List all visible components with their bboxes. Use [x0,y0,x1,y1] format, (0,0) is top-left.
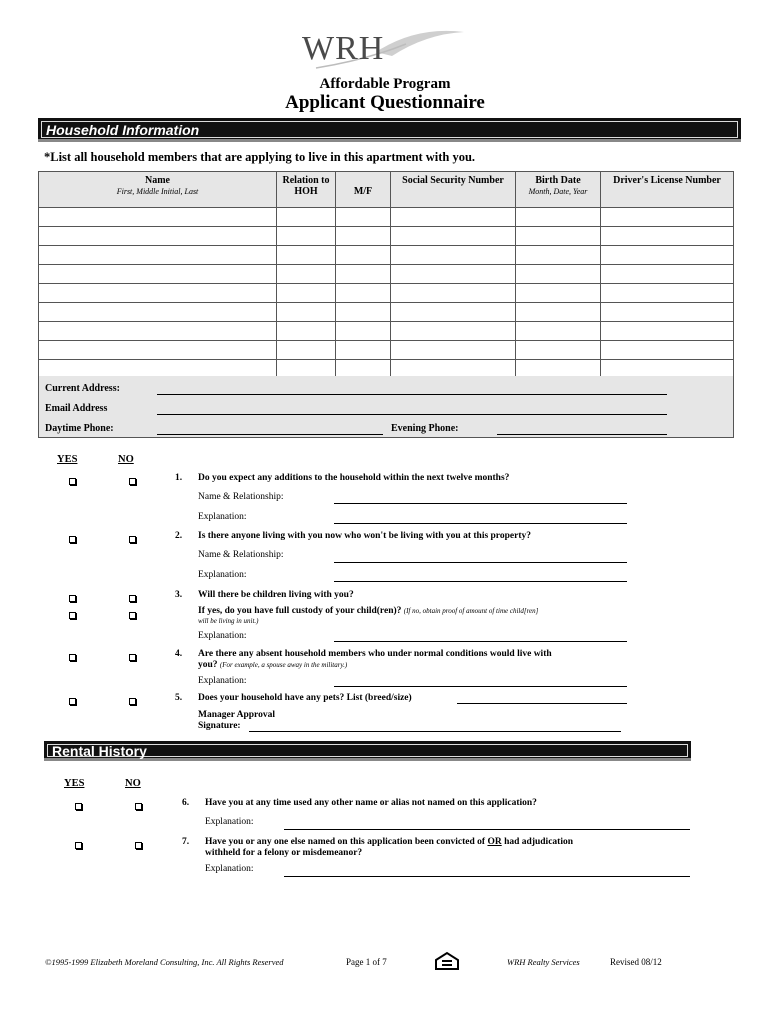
rental-section-header [44,741,691,761]
table-cell-input[interactable] [391,208,516,227]
table-cell-input[interactable] [336,284,391,303]
q4-no-checkbox[interactable] [129,654,136,661]
table-cell-input[interactable] [336,208,391,227]
table-cell-input[interactable] [601,303,734,322]
table-row [39,341,734,360]
logo-text: WRH [302,30,385,67]
q3-explanation-field[interactable] [334,641,627,642]
revision-date: Revised 08/12 [610,957,662,967]
copyright-text: ©1995-1999 Elizabeth Moreland Consulting, Inc. All Rights Reserved [45,957,284,967]
yes-column-header: YES [57,454,78,465]
column-header-mf: M/F [336,172,391,208]
program-title: Affordable Program [319,76,451,92]
table-cell-input[interactable] [601,208,734,227]
q7-text: Have you or any one else named on this application been convicted of OR had adjudication [205,837,573,847]
q7-number: 7. [182,837,190,847]
table-cell-input[interactable] [277,341,336,360]
table-cell-input[interactable] [277,227,336,246]
q3-number: 3. [175,590,183,600]
q2-number: 2. [175,531,183,541]
table-row [39,246,734,265]
table-row [39,208,734,227]
table-cell-input[interactable] [336,227,391,246]
q4-yes-checkbox[interactable] [69,654,76,661]
table-cell-input[interactable] [516,341,601,360]
q2-text: Is there anyone living with you now who won't be living with you at this property? [198,531,531,541]
table-cell-input[interactable] [277,265,336,284]
wrh-logo [296,30,466,72]
table-cell-input[interactable] [39,227,277,246]
table-cell-input[interactable] [39,322,277,341]
table-header-row [39,172,734,208]
no-column-header: NO [118,454,134,465]
q7-text-line2: withheld for a felony or misdemeanor? [205,848,363,858]
signature-label: Signature: [198,721,241,731]
rental-section-title: Rental History [52,743,147,759]
q6-explanation-field[interactable] [284,829,690,830]
q6-yes-checkbox[interactable] [75,803,82,810]
q7-explanation-field[interactable] [284,876,690,877]
household-table [38,171,734,379]
daytime-phone-field[interactable] [157,434,383,435]
table-cell-input[interactable] [516,246,601,265]
page-number: Page 1 of 7 [346,957,387,967]
table-cell-input[interactable] [601,322,734,341]
table-cell-input[interactable] [516,265,601,284]
q1-name-relationship-label: Name & Relationship: [198,492,284,502]
q1-number: 1. [175,473,183,483]
q5-text: Does your household have any pets? List (breed/size) [198,693,412,703]
q3-custody-yes-checkbox[interactable] [69,612,76,619]
table-cell-input[interactable] [277,284,336,303]
table-cell-input[interactable] [277,246,336,265]
table-cell-input[interactable] [601,227,734,246]
q3-yes-checkbox[interactable] [69,595,76,602]
table-cell-input[interactable] [336,246,391,265]
table-cell-input[interactable] [391,284,516,303]
table-cell-input[interactable] [277,303,336,322]
q6-explanation-label: Explanation: [205,817,254,827]
table-cell-input[interactable] [39,284,277,303]
manager-signature-field[interactable] [249,731,621,732]
table-cell-input[interactable] [601,246,734,265]
q6-text: Have you at any time used any other name or alias not named on this application? [205,798,537,808]
q6-number: 6. [182,798,190,808]
table-cell-input[interactable] [601,341,734,360]
household-note: *List all household members that are applying to live in this apartment with you. [44,150,476,164]
table-cell-input[interactable] [39,246,277,265]
rental-no-column-header: NO [125,778,141,789]
daytime-phone-label: Daytime Phone: [45,423,114,434]
q3-followup-note: will be living in unit.) [198,617,259,625]
q2-explanation-label: Explanation: [198,570,247,580]
table-cell-input[interactable] [516,303,601,322]
q2-yes-checkbox[interactable] [69,536,76,543]
q7-explanation-label: Explanation: [205,864,254,874]
table-cell-input[interactable] [601,284,734,303]
table-cell-input[interactable] [516,322,601,341]
column-header-relation: Relation to HOH [277,172,336,208]
table-cell-input[interactable] [336,303,391,322]
q2-no-checkbox[interactable] [129,536,136,543]
q3-no-checkbox[interactable] [129,595,136,602]
column-header-birth-date: Birth Date Month, Date, Year [516,172,601,208]
q1-no-checkbox[interactable] [129,478,136,485]
rental-yes-column-header: YES [64,778,85,789]
current-address-label: Current Address: [45,383,120,394]
table-row [39,227,734,246]
q4-explanation-label: Explanation: [198,676,247,686]
q1-name-relationship-field[interactable] [334,503,627,504]
table-cell-input[interactable] [391,322,516,341]
q7-yes-checkbox[interactable] [75,842,82,849]
table-cell-input[interactable] [39,341,277,360]
column-header-drivers-license: Driver's License Number [601,172,734,208]
household-section-title: Household Information [46,122,200,138]
table-cell-input[interactable] [336,265,391,284]
household-section-header [38,118,741,142]
q5-pets-field[interactable] [457,703,627,704]
table-cell-input[interactable] [336,322,391,341]
company-name: WRH Realty Services [507,957,580,967]
q6-no-checkbox[interactable] [135,803,142,810]
table-cell-input[interactable] [391,227,516,246]
column-header-name: Name First, Middle Initial, Last [39,172,277,208]
q1-yes-checkbox[interactable] [69,478,76,485]
evening-phone-label: Evening Phone: [391,423,459,434]
table-cell-input[interactable] [277,322,336,341]
q3-followup-text: If yes, do you have full custody of your child(ren)? (If no, obtain proof of amount of time child[ren] [198,606,539,616]
page-title: Applicant Questionnaire [285,92,485,113]
q4-explanation-field[interactable] [334,686,627,687]
q4-text: Are there any absent household members who under normal conditions would live with [198,649,552,659]
table-cell-input[interactable] [277,208,336,227]
manager-approval-label: Manager Approval [198,710,275,720]
q3-explanation-label: Explanation: [198,631,247,641]
q5-number: 5. [175,693,183,703]
q2-explanation-field[interactable] [334,581,627,582]
evening-phone-field[interactable] [497,434,667,435]
q2-name-relationship-label: Name & Relationship: [198,550,284,560]
q2-name-relationship-field[interactable] [334,562,627,563]
q1-explanation-field[interactable] [334,523,627,524]
table-row [39,303,734,322]
table-row [39,265,734,284]
table-cell-input[interactable] [391,303,516,322]
contact-block [38,376,734,438]
table-cell-input[interactable] [516,284,601,303]
table-cell-input[interactable] [39,265,277,284]
table-cell-input[interactable] [391,246,516,265]
q5-yes-checkbox[interactable] [69,698,76,705]
table-cell-input[interactable] [516,208,601,227]
table-cell-input[interactable] [601,265,734,284]
table-row [39,284,734,303]
current-address-field[interactable] [157,394,667,395]
equal-housing-icon [434,951,460,976]
table-cell-input[interactable] [39,303,277,322]
table-cell-input[interactable] [336,341,391,360]
column-header-ssn: Social Security Number [391,172,516,208]
q4-number: 4. [175,649,183,659]
q4-text-line2: you? (For example, a spouse away in the military.) [198,660,348,670]
q3-text: Will there be children living with you? [198,590,354,600]
email-label: Email Address [45,403,108,414]
table-cell-input[interactable] [39,208,277,227]
q7-no-checkbox[interactable] [135,842,142,849]
q3-custody-no-checkbox[interactable] [129,612,136,619]
q5-no-checkbox[interactable] [129,698,136,705]
table-cell-input[interactable] [516,227,601,246]
table-cell-input[interactable] [391,341,516,360]
email-field[interactable] [157,414,667,415]
q1-explanation-label: Explanation: [198,512,247,522]
table-cell-input[interactable] [391,265,516,284]
q1-text: Do you expect any additions to the household within the next twelve months? [198,473,510,483]
table-row [39,322,734,341]
